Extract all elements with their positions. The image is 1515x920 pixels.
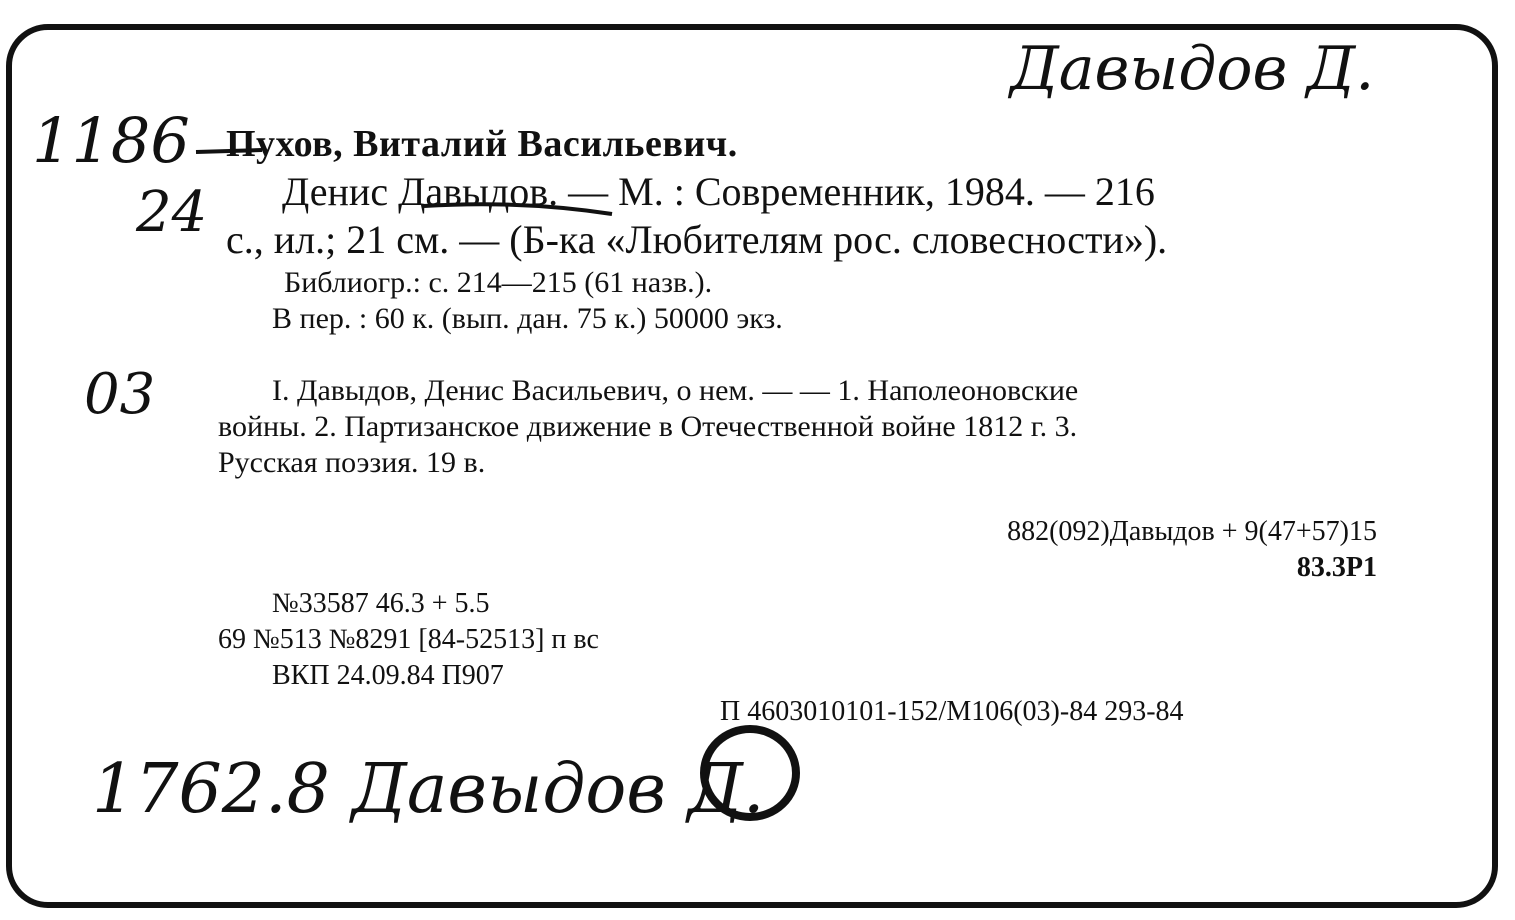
inventory-numbers-2: 69 №513 №8291 [84-52513] п вс (218, 624, 599, 655)
subjects-line-3: Русская поэзия. 19 в. (218, 446, 486, 479)
bbk-code: 83.3Р1 (1296, 552, 1377, 583)
subjects-line-2: войны. 2. Партизанское движение в Отечественной войне 1812 г. 3. (218, 410, 1078, 443)
publisher-code-line: П 4603010101-152/М106(03)-84 293-84 (720, 696, 1184, 727)
handwritten-name-top: Давыдов Д. (1010, 34, 1375, 104)
handwritten-number-1186: 1186 (32, 104, 190, 177)
title-line-2: с., ил.; 21 см. — (Б-ка «Любителям рос. словесности»). (226, 217, 1168, 262)
bibliography-note: Библиогр.: с. 214—215 (61 назв.). (284, 266, 713, 299)
price-note: В пер. : 60 к. (вып. дан. 75 к.) 50000 экз. (272, 302, 783, 335)
subjects-line-1: I. Давыдов, Денис Васильевич, о нем. — — 1. Наполеоновские (272, 374, 1079, 407)
udk-code: 882(092)Давыдов + 9(47+57)15 (1007, 516, 1377, 547)
inventory-numbers-1: №33587 46.3 + 5.5 (272, 588, 490, 619)
vkp-line: ВКП 24.09.84 П907 (272, 660, 504, 691)
title-line-1: Денис Давыдов. — М. : Современник, 1984. — 216 (282, 169, 1155, 214)
handwritten-number-24: 24 (136, 180, 208, 245)
handwritten-code-03: 03 (84, 362, 156, 427)
handwritten-bottom-note: 1762.8 Давыдов Д. (92, 750, 765, 829)
author-heading: Пухов, Виталий Васильевич. (226, 123, 738, 165)
